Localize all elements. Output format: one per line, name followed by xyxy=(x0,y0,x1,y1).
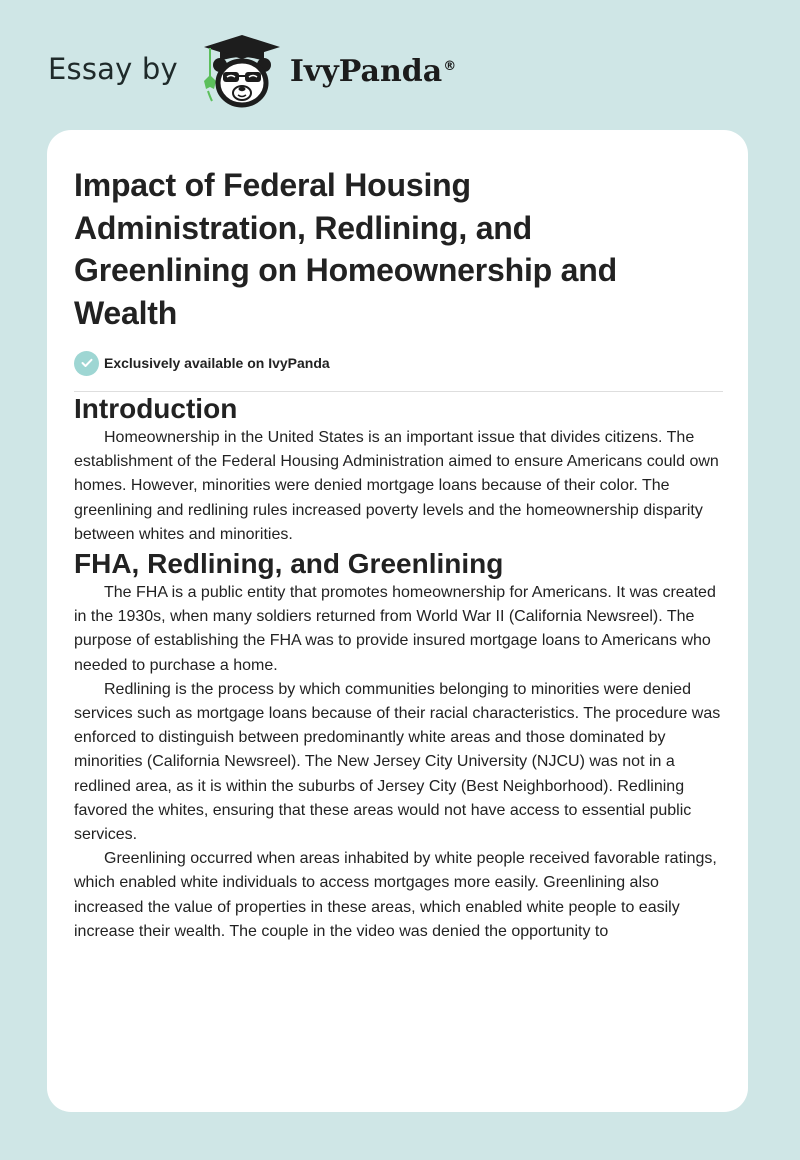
check-circle-icon xyxy=(74,351,99,376)
exclusive-badge xyxy=(74,349,722,377)
ivypanda-logo-link[interactable] xyxy=(196,31,456,109)
section-heading: FHA, Redlining, and Greenlining xyxy=(74,548,504,580)
section-introduction xyxy=(74,392,722,547)
brand-name: IvyPanda® xyxy=(289,53,457,89)
paragraph: Greenlining occurred when areas inhabited by white people received favorable ratings, which enabled white individuals to access mortgages more easily. Greenlining also increased the value of properties in these areas, which enabled white people to easily increase their wealth. The couple in the video was denied the opportunity to xyxy=(74,850,717,940)
section-heading: Introduction xyxy=(74,393,238,424)
essay-title: Impact of Federal Housing Administration, Redlining, and Greenlining on Homeownership and Wealth xyxy=(74,167,617,331)
paragraph: Redlining is the process by which communities belonging to minorities were denied services such as mortgage loans because of their racial characteristics. The procedure was enforced to distinguish between predominantly white areas and those dominated by minorities (California Newsreel). The New Jersey City University (NJCU) was not in a redlined area, as it is within the suburbs of Jersey City (Best Neighborhood). Redlining favored the whites, ensuring that these areas would not have access to essential public services. xyxy=(74,680,721,844)
section-fha-redlining-greenlining xyxy=(74,547,722,944)
site-header xyxy=(48,30,456,110)
brand-prefix: Essay by xyxy=(48,52,178,86)
essay-card xyxy=(47,130,748,1112)
panda-graduation-cap-icon xyxy=(196,31,284,109)
exclusive-label: Exclusively available on IvyPanda xyxy=(104,355,330,371)
paragraph: The FHA is a public entity that promotes homeownership for Americans. It was created in the 1930s, when many soldiers returned from World War II (California Newsreel). The purpose of establishing the FHA was to provide insured mortgage loans to Americans who needed to purchase a home. xyxy=(74,584,716,674)
paragraph: Homeownership in the United States is an important issue that divides citizens. The establishment of the Federal Housing Administration aimed to ensure Americans could own homes. However, minorities were denied mortgage loans because of their color. The greenlining and redlining rules increased poverty levels and the homeownership disparity between whites and minorities. xyxy=(74,429,719,543)
